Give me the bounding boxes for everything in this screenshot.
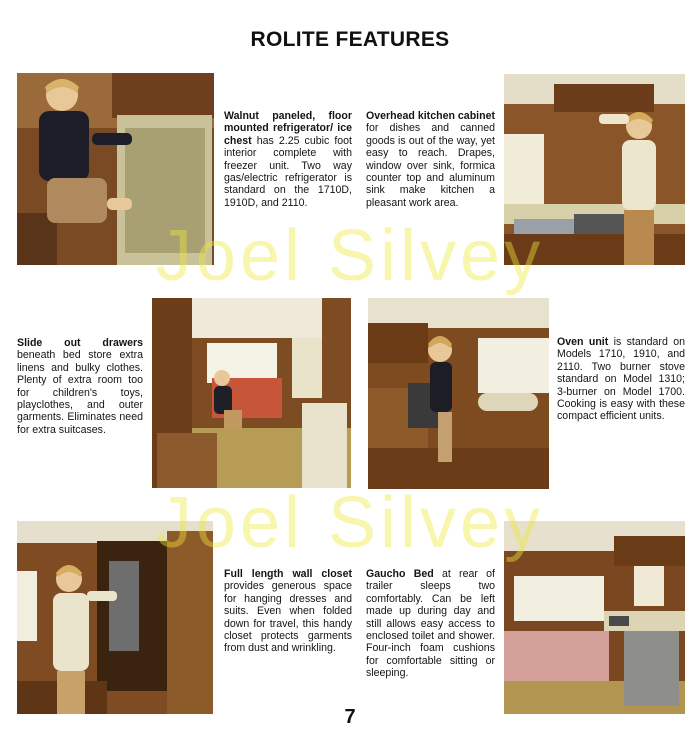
feature-heading: Oven unit <box>557 336 609 348</box>
slide-out-drawers-photo <box>152 298 351 488</box>
feature-heading: Full length wall closet <box>224 568 352 580</box>
gaucho-bed-photo <box>504 521 685 714</box>
feature-heading: Gaucho Bed <box>366 568 434 580</box>
page-title: ROLITE FEATURES <box>250 28 450 51</box>
feature-caption-kitchen-cabinet <box>366 110 495 209</box>
watermark-top: Joel Silvey <box>155 216 545 296</box>
feature-body: provides generous space for hanging dresses and suits. Even when folded down for travel, this handy closet protects garments from dust and wrinkling. <box>224 580 352 655</box>
feature-body: is standard on Models 1710, 1910, and 2110. Two burner stove standard on Model 1310; 3-burner on Model 1700. Cooking is easy with these compact efficient units. <box>557 336 685 423</box>
feature-heading: Walnut paneled, floor mounted refrigerator/ ice chest <box>224 110 352 147</box>
feature-heading: Slide out drawers <box>17 337 143 349</box>
page-number: 7 <box>344 706 356 728</box>
refrigerator-photo <box>17 73 214 265</box>
watermark-bottom: Joel Silvey <box>155 483 545 563</box>
feature-heading: Overhead kitchen cabinet <box>366 110 495 122</box>
feature-caption-gaucho-bed <box>366 568 495 680</box>
feature-caption-drawers <box>17 337 143 436</box>
kitchen-cabinet-photo <box>504 74 685 265</box>
feature-caption-oven <box>557 336 685 423</box>
feature-body: beneath bed store extra linens and bulky clothes. Plenty of extra room too for children's toys, playclothes, and outer garments. Eliminates need for extra suitcases. <box>17 349 143 436</box>
feature-body: has 2.25 cubic foot interior complete with freezer unit. Two way gas/electric refrigerator is standard on the 1710D, 1910D, and 2110. <box>224 134 352 209</box>
feature-body: at rear of trailer sleeps two comfortably. Can be left made up during day and still allows easy access to enclosed toilet and shower. Four-inch foam cushions for comfortable sitting or sleeping. <box>366 568 495 680</box>
feature-caption-refrigerator <box>224 110 352 209</box>
oven-unit-photo <box>368 298 549 489</box>
feature-caption-closet <box>224 568 352 655</box>
feature-body: for dishes and canned goods is out of the way, yet easy to reach. Drapes, window over sink, formica counter top and aluminum sink make kitchen a pleasant work area. <box>366 122 495 209</box>
wall-closet-photo <box>17 521 213 714</box>
